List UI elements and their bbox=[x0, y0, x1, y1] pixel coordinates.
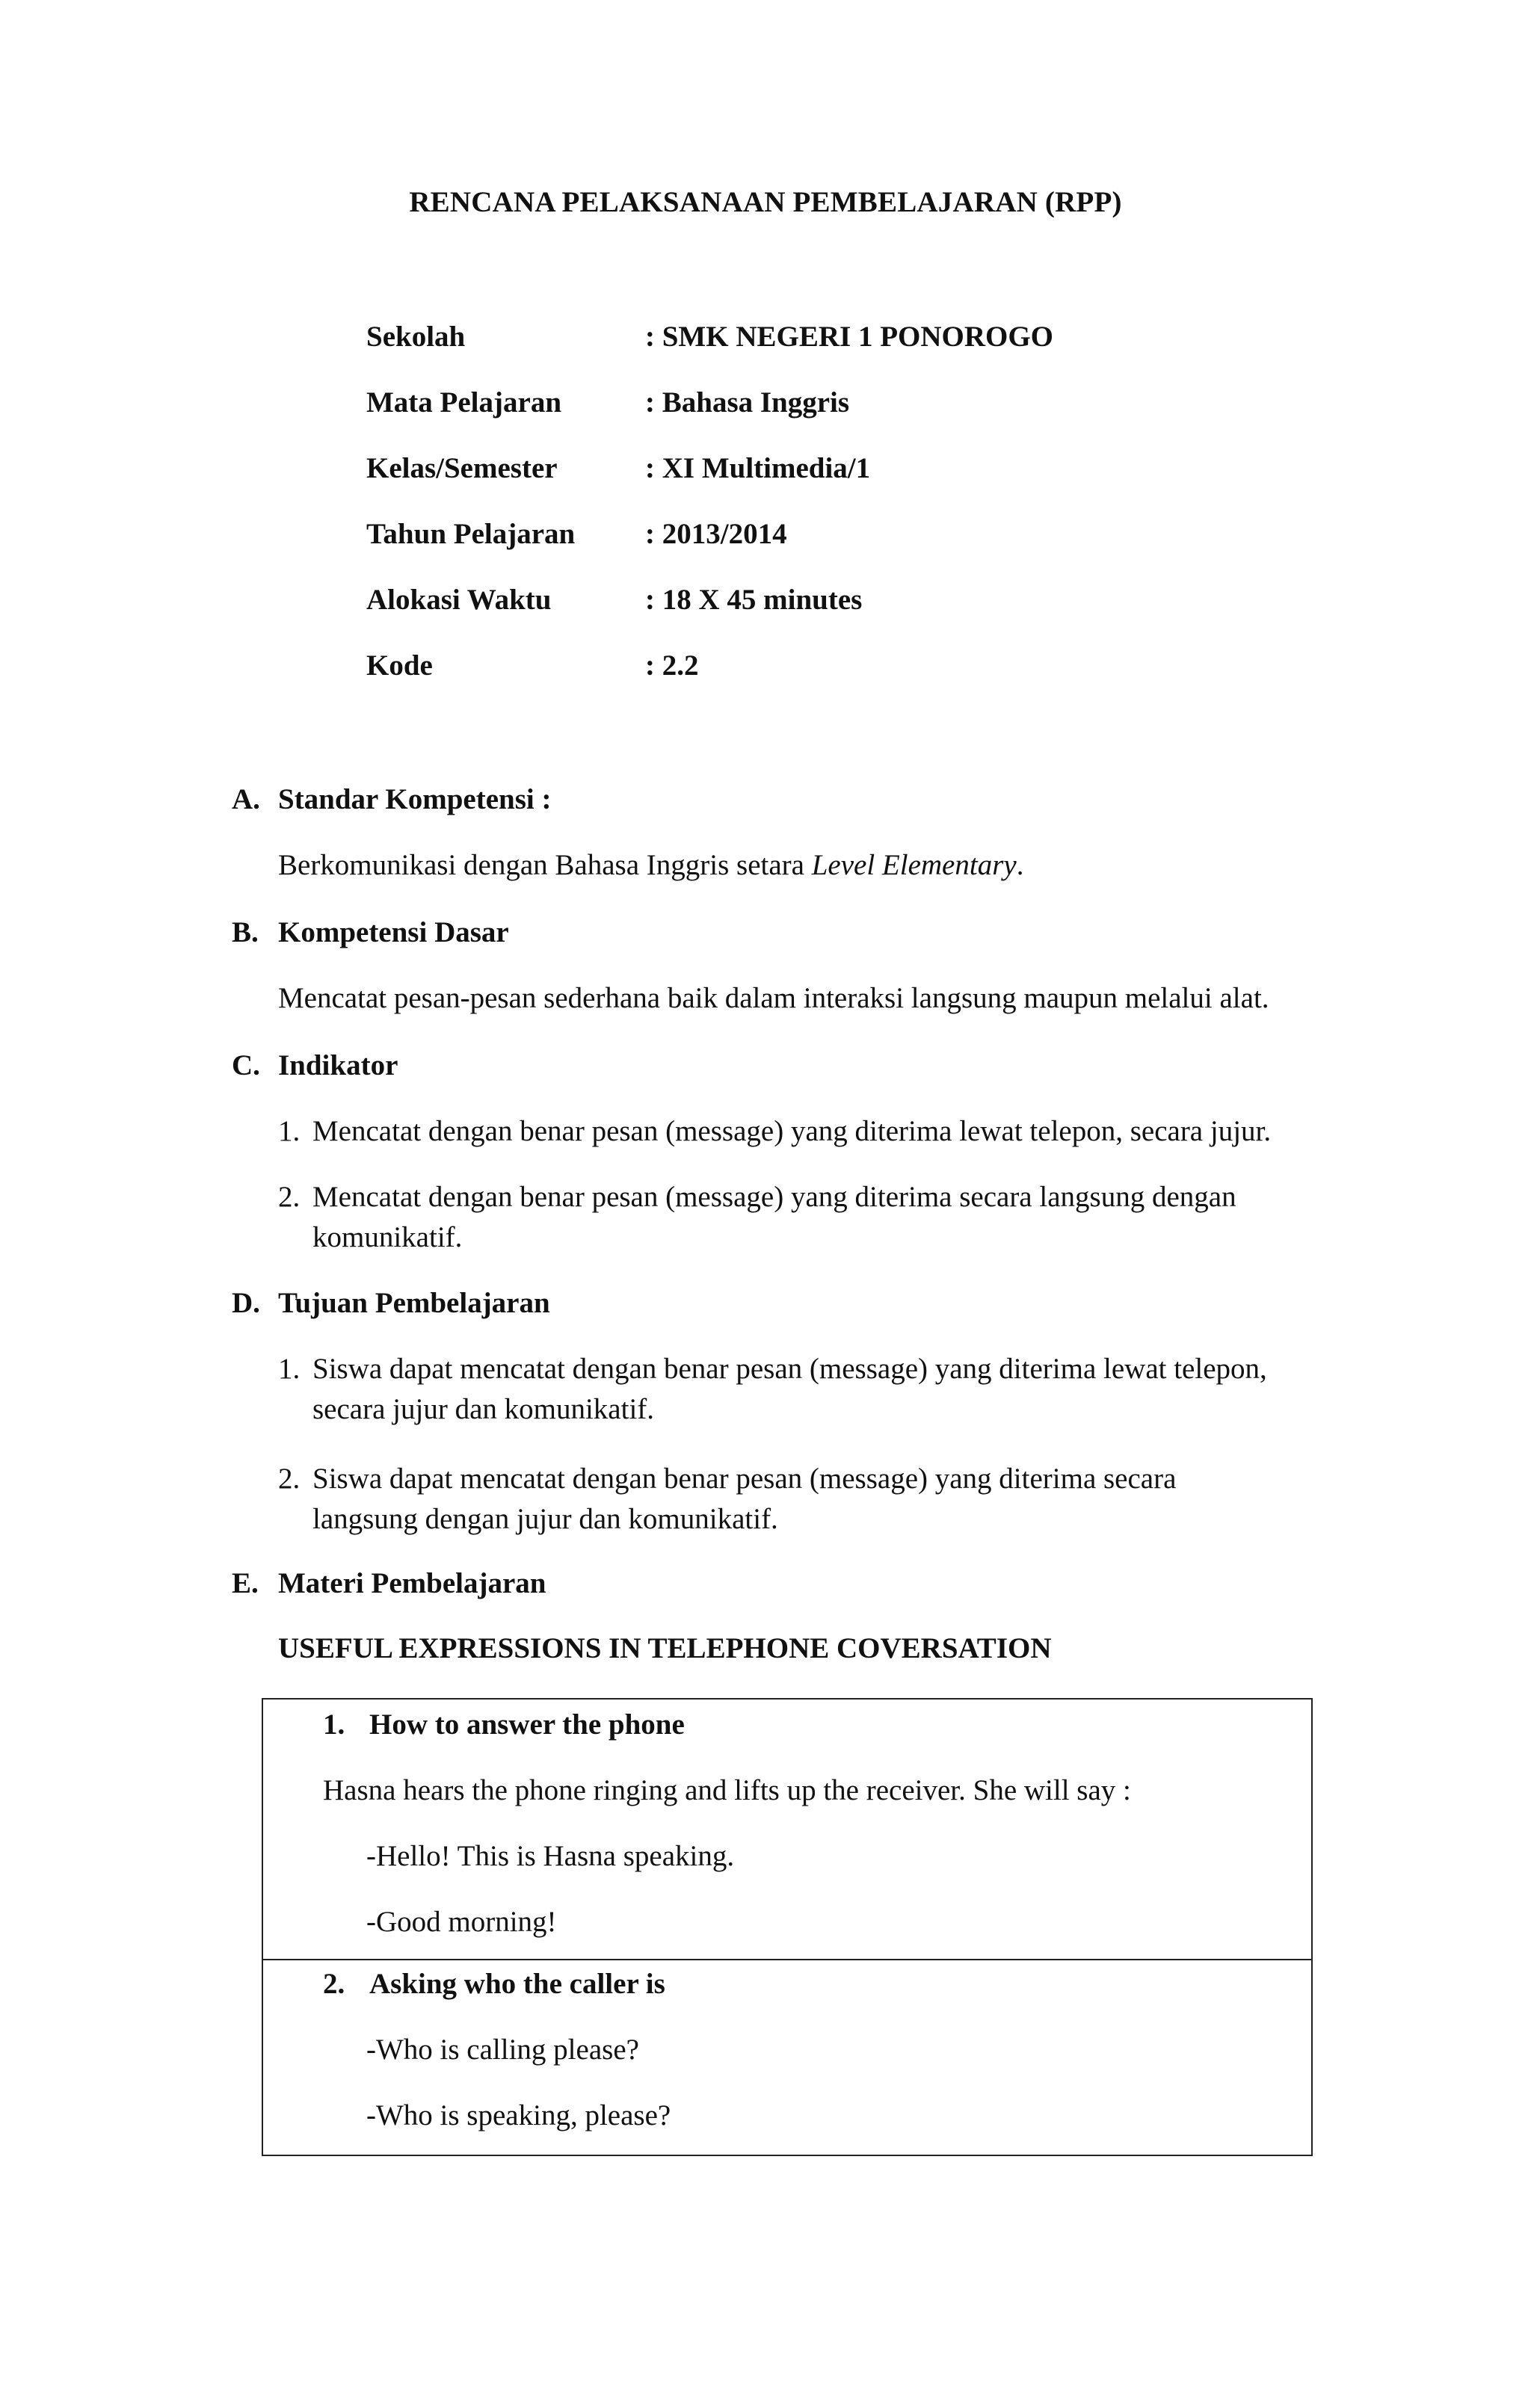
section-letter: E. bbox=[232, 1567, 259, 1599]
box-number: 1. bbox=[323, 1708, 345, 1741]
section-letter: C. bbox=[232, 1049, 260, 1081]
info-value: : 2.2 bbox=[645, 649, 699, 682]
box-title: How to answer the phone bbox=[369, 1708, 685, 1741]
list-text bbox=[312, 1177, 1344, 1258]
expression-line: -Who is speaking, please? bbox=[366, 2099, 671, 2131]
section-letter: B. bbox=[232, 916, 259, 948]
box-heading bbox=[323, 1705, 345, 1744]
box-heading bbox=[323, 1965, 345, 2004]
text-part: . bbox=[1016, 849, 1024, 881]
list-line: komunikatif. bbox=[312, 1221, 463, 1253]
materi-subheading: USEFUL EXPRESSIONS IN TELEPHONE COVERSATION bbox=[278, 1632, 1052, 1664]
expression-box-asking-caller bbox=[262, 1959, 1313, 2156]
info-label: Tahun Pelajaran bbox=[366, 518, 576, 550]
info-value: : 18 X 45 minutes bbox=[645, 584, 863, 616]
expression-box-answer-phone bbox=[262, 1698, 1313, 1960]
box-number: 2. bbox=[323, 1968, 345, 2000]
section-title: Tujuan Pembelajaran bbox=[278, 1287, 550, 1319]
list-line: secara jujur dan komunikatif. bbox=[312, 1393, 655, 1425]
section-title: Materi Pembelajaran bbox=[278, 1567, 546, 1599]
list-text bbox=[312, 1111, 1344, 1152]
info-value: : 2013/2014 bbox=[645, 518, 787, 550]
list-number: 2. bbox=[278, 1463, 301, 1495]
list-line: Siswa dapat mencatat dengan benar pesan (message) yang diterima secara bbox=[312, 1463, 1177, 1495]
box-intro: Hasna hears the phone ringing and lifts up the receiver. She will say : bbox=[323, 1774, 1131, 1806]
section-title: Indikator bbox=[278, 1049, 398, 1081]
section-title: Standar Kompetensi : bbox=[278, 783, 552, 815]
info-label: Mata Pelajaran bbox=[366, 386, 562, 419]
section-a-text bbox=[278, 846, 1023, 885]
text-part: Berkomunikasi dengan Bahasa Inggris setara bbox=[278, 849, 812, 881]
list-number: 1. bbox=[278, 1115, 301, 1147]
document-title: RENCANA PELAKSANAAN PEMBELAJARAN (RPP) bbox=[409, 186, 1122, 218]
section-title: Kompetensi Dasar bbox=[278, 916, 509, 948]
list-text bbox=[312, 1349, 1344, 1430]
info-value: : Bahasa Inggris bbox=[645, 386, 850, 419]
expression-line: -Good morning! bbox=[366, 1906, 557, 1938]
list-number: 1. bbox=[278, 1353, 301, 1385]
list-line: Siswa dapat mencatat dengan benar pesan (message) yang diterima lewat telepon, bbox=[312, 1353, 1267, 1385]
section-letter: A. bbox=[232, 783, 260, 815]
box-title: Asking who the caller is bbox=[369, 1968, 665, 2000]
list-line: Mencatat dengan benar pesan (message) yang diterima secara langsung dengan bbox=[312, 1181, 1236, 1213]
section-letter: D. bbox=[232, 1287, 260, 1319]
info-value: : XI Multimedia/1 bbox=[645, 452, 871, 484]
list-number: 2. bbox=[278, 1181, 301, 1213]
list-text bbox=[312, 1459, 1344, 1540]
list-line: Mencatat dengan benar pesan (message) yang diterima lewat telepon, secara jujur. bbox=[312, 1115, 1272, 1147]
info-value: : SMK NEGERI 1 PONOROGO bbox=[645, 321, 1054, 353]
info-label: Kode bbox=[366, 649, 433, 682]
info-label: Sekolah bbox=[366, 321, 466, 353]
section-b-text: Mencatat pesan-pesan sederhana baik dalam interaksi langsung maupun melalui alat. bbox=[278, 982, 1269, 1014]
expression-line: -Who is calling please? bbox=[366, 2034, 639, 2066]
text-italic: Level Elementary bbox=[811, 849, 1017, 881]
info-label: Alokasi Waktu bbox=[366, 584, 552, 616]
expression-line: -Hello! This is Hasna speaking. bbox=[366, 1840, 735, 1872]
info-label: Kelas/Semester bbox=[366, 452, 558, 484]
list-line: langsung dengan jujur dan komunikatif. bbox=[312, 1503, 778, 1535]
